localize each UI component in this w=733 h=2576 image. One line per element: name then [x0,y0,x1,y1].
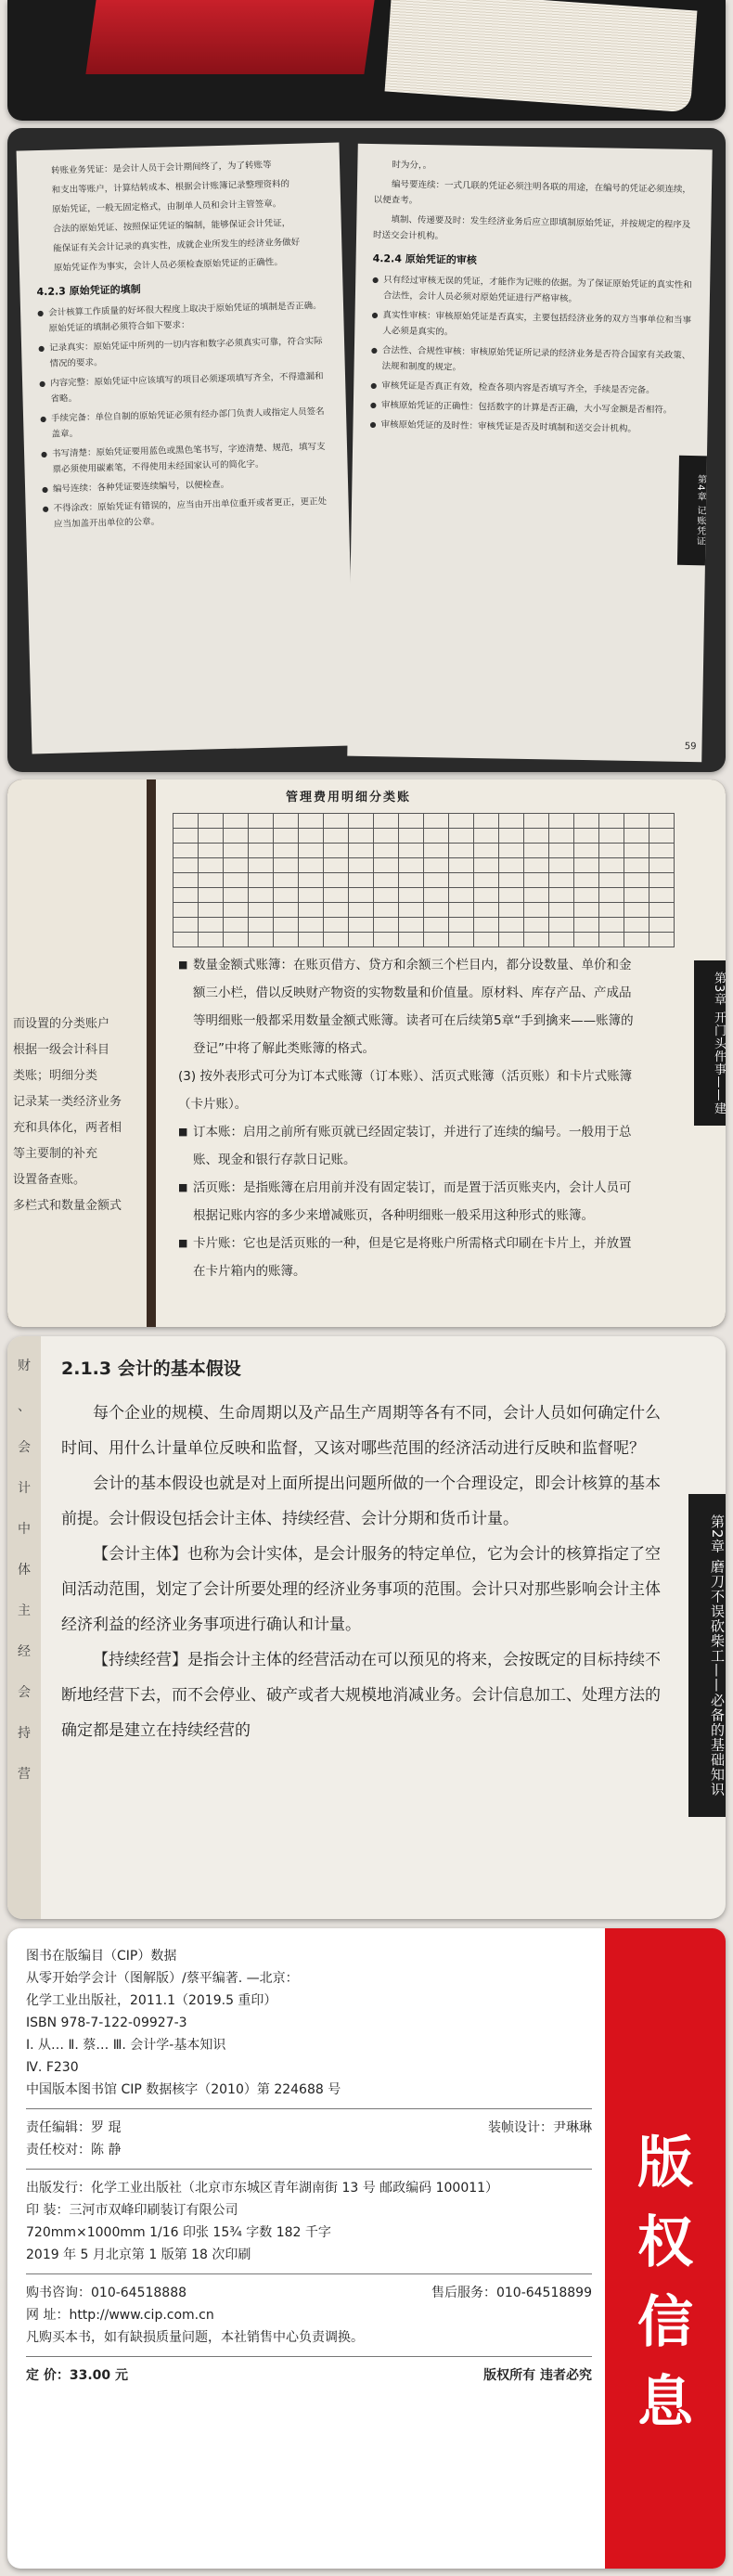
bullet-item: ● 合法性、合规性审核：审核原始凭证所记录的经济业务是否符合国家有关政策、法规和制度的规定。 [370,342,692,380]
ledger-cell [274,844,299,858]
paragraph: 原始凭证，一般无固定格式，由制单人员和会计主管签章。 [52,199,282,215]
bullet-item: ● 手续完备：单位自制的原始凭证必须有经办部门负责人或指定人员签名盖章。 [40,404,330,443]
left-page [17,143,355,754]
ledger-cell [499,858,524,873]
ledger-row [174,829,675,844]
ledger-row [174,918,675,933]
edge-char: 、 [18,1399,31,1414]
ledger-cell [524,814,549,829]
red-side-bar [605,1928,726,2569]
ledger-cell [574,858,599,873]
ledger-cell [349,918,374,933]
ledger-cell [499,829,524,844]
book-spread-photo-ledger [7,779,726,1327]
ledger-cell [274,829,299,844]
left-page-fragment [7,779,147,1327]
edge-char: 财 [18,1359,31,1373]
ledger-cell [224,844,249,858]
ledger-cell [299,903,324,918]
ledger-cell [374,829,399,844]
ledger-row [174,858,675,873]
price-row [26,2364,592,2387]
ledger-cell [649,873,675,888]
ledger-cell [574,844,599,858]
text-line: 而设置的分类账户 [13,1017,110,1031]
ledger-cell [349,814,374,829]
ledger-cell [174,933,199,947]
ledger-cell [474,888,499,903]
edge-char: 中 [18,1522,31,1537]
ledger-cell [449,844,474,858]
ledger-cell [524,933,549,947]
cip-line: 化学工业出版社，2011.1（2019.5 重印） [26,1993,277,2008]
bullet-item: ● 会计核算工作质量的好坏很大程度上取决于原始凭证的填制是否正确。原始凭证的填制必须符合如下要求： [37,298,328,337]
ledger-cell [199,844,224,858]
bullet-item: ● 只有经过审核无误的凭证，才能作为记账的依据。为了保证原始凭证的真实性和合法性，会计人员必须对原始凭证进行严格审核。 [372,272,694,309]
page-number: 59 [684,741,697,753]
left-page-edge [7,1336,41,1919]
ledger-cell [324,873,349,888]
ledger-cell [349,903,374,918]
text-line: 设置备查账。 [13,1173,86,1187]
credits-row [26,2117,592,2139]
section-text [61,1351,662,1748]
ledger-cell [499,933,524,947]
ledger-cell [499,918,524,933]
ledger-cell [424,888,449,903]
ledger-cell [624,873,649,888]
ledger-cell [274,858,299,873]
ledger-cell [524,873,549,888]
ledger-cell [474,858,499,873]
price: 定 价：33.00 元 [26,2368,129,2383]
ledger-cell [399,829,424,844]
bullet-item: ■ 卡片账：它也是活页账的一种，但是它是将账户所需格式印刷在卡片上，并放置在卡片箱内的账簿。 [178,1230,642,1285]
ledger-cell [599,888,624,903]
ledger-cell [649,844,675,858]
ledger-cell [449,873,474,888]
ledger-cell [324,844,349,858]
ledger-cell [274,814,299,829]
ledger-cell [249,858,274,873]
ledger-cell [474,918,499,933]
ledger-cell [449,858,474,873]
ledger-cell [574,873,599,888]
ledger-cell [274,918,299,933]
ledger-cell [324,888,349,903]
ledger-cell [374,933,399,947]
ledger-row [174,933,675,947]
ledger-cell [549,844,574,858]
ledger-cell [324,829,349,844]
ledger-cell [399,858,424,873]
paragraph: 和支出等账户，计算结转成本、根据会计账簿记录整理资料的 [51,178,290,196]
ledger-cell [174,888,199,903]
ledger-cell [574,933,599,947]
ledger-cell [349,858,374,873]
ledger-cell [299,888,324,903]
ledger-cell [324,903,349,918]
chapter-tab: 第3章 开门头件事——建 [694,960,726,1126]
ledger-cell [424,814,449,829]
proofreader: 责任校对：陈 静 [26,2143,122,2157]
ledger-cell [449,814,474,829]
ledger-cell [199,903,224,918]
designer: 装帧设计：尹琳琳 [488,2120,592,2135]
ledger-cell [249,814,274,829]
ledger-cell [549,814,574,829]
ledger-cell [274,888,299,903]
ledger-cell [599,903,624,918]
ledger-cell [599,933,624,947]
ledger-cell [324,918,349,933]
ledger-cell [449,903,474,918]
ledger-row [174,814,675,829]
notice: 凡购买本书，如有缺损质量问题，本社销售中心负责调换。 [26,2330,364,2345]
website: 网 址：http://www.cip.com.cn [26,2308,214,2323]
bullet-item: ■ 数量金额式账簿：在账页借方、贷方和余额三个栏目内，都分设数量、单价和金额三小栏，借以反映财产物资的实物数量和价值量。原材料、库存产品、产成品等明细账一般都采用数量金额式账簿。读者可在后续第5章“手到擒来——账簿的登记”中将了解此类账簿的格式。 [178,951,642,1063]
ledger-cell [649,903,675,918]
ledger-cell [224,888,249,903]
ledger-cell [599,844,624,858]
ledger-cell [349,844,374,858]
paragraph: 转账业务凭证：是会计人员于会计期间终了，为了转账等 [50,160,272,176]
ledger-cell [299,814,324,829]
ledger-cell [424,918,449,933]
ledger-cell [574,814,599,829]
cip-line: 从零开始学会计（图解版）/蔡平编著. —北京： [26,1971,299,1986]
paragraph: 【持续经营】是指会计主体的经营活动在可以预见的将来，会按既定的目标持续不断地经营下去，而不会停业、破产或者大规模地消减业务。会计信息加工、处理方法的确定都是建立在持续经营的 [61,1651,661,1740]
bullet-item: ● 真实性审核：审核原始凭证是否真实，主要包括经济业务的双方当事单位和当事人必须是真实的。 [371,307,693,344]
divider [26,2356,592,2357]
section-heading: 2.1.3 会计的基本假设 [61,1359,241,1379]
ledger-cell [449,918,474,933]
ledger-cell [224,829,249,844]
ledger-cell [374,858,399,873]
ledger-cell [449,888,474,903]
divider [26,2273,592,2274]
text-line: 根据一级会计科目 [13,1043,110,1057]
edge-char: 计 [18,1481,31,1496]
ledger-row [174,873,675,888]
ledger-cell [524,903,549,918]
ledger-cell [549,888,574,903]
ledger-title: 管理费用明细分类账 [286,791,412,805]
divider [26,2108,592,2109]
ledger-cell [599,814,624,829]
ledger-cell [474,933,499,947]
bullet-item: ● 编号连续：各种凭证要连续编号，以便检查。 [42,474,331,497]
publisher-line: 出版发行：化学工业出版社（北京市东城区青年湖南街 13 号 邮政编码 100011） [26,2181,499,2196]
paragraph: 每个企业的规模、生命周期以及产品生产周期等各有不同，会计人员如何确定什么时间、用什么计量单位反映和监督，又该对哪些范围的经济活动进行反映和监督呢？ [61,1404,661,1458]
publisher-line: 印 装：三河市双峰印刷装订有限公司 [26,2203,238,2218]
text-line: 多栏式和数量金额式 [13,1199,122,1213]
ledger-cell [199,933,224,947]
ledger-cell [424,844,449,858]
bullet-item: ● 审核原始凭证的正确性：包括数字的计算是否正确，大小写金额是否相符。 [370,397,691,419]
ledger-row [174,844,675,858]
ledger-cell [399,844,424,858]
ledger-cell [449,829,474,844]
ledger-cell [374,918,399,933]
service-contact: 售后服务：010-64518899 [431,2286,592,2300]
chapter-tab: 第4章 记账凭证 [677,456,707,566]
ledger-cell [624,829,649,844]
bullet-item: ● 审核原始凭证的及时性：审核凭证是否及时填制和送交会计机构。 [369,417,690,438]
cip-line: 图书在版编目（CIP）数据 [26,1949,177,1964]
ledger-cell [624,933,649,947]
ledger-cell [249,933,274,947]
ledger-cell [174,814,199,829]
ledger-cell [174,858,199,873]
edge-char: 体 [18,1563,31,1578]
ledger-cell [324,933,349,947]
ledger-cell [299,858,324,873]
ledger-cell [174,829,199,844]
ledger-cell [424,829,449,844]
ledger-cell [224,903,249,918]
paragraph: 合法的原始凭证、按照保证凭证的编制，能够保证会计凭证， [52,217,291,235]
copyright-info-panel [7,1928,726,2569]
ledger-cell [499,873,524,888]
ledger-cell [274,873,299,888]
ledger-cell [324,814,349,829]
ledger-cell [224,858,249,873]
ledger-cell [624,903,649,918]
ledger-cell [424,903,449,918]
ledger-cell [299,918,324,933]
ledger-cell [474,814,499,829]
ledger-cell [624,844,649,858]
ledger-cell [649,888,675,903]
bullet-item: ● 内容完整：原始凭证中应该填写的项目必须逐项填写齐全，不得遗漏和省略。 [39,368,329,407]
bullet-item: ● 审核凭证是否真正有效，检查各项内容是否填写齐全，手续是否完备。 [370,378,691,399]
ledger-cell [524,829,549,844]
ledger-cell [624,858,649,873]
section-heading-4-2-3: 4.2.3 原始凭证的填制 [36,283,141,299]
ledger-cell [499,903,524,918]
ledger-cell [224,933,249,947]
ledger-cell [574,903,599,918]
text-line: 记录某一类经济业务 [13,1095,122,1109]
ledger-cell [574,829,599,844]
ledger-cell [599,858,624,873]
ledger-cell [549,933,574,947]
ledger-cell [574,888,599,903]
ledger-cell [499,814,524,829]
ledger-cell [599,918,624,933]
text-line: 等主要制的补充 [13,1147,98,1161]
cip-line: 中国版本图书馆 CIP 数据核字（2010）第 224688 号 [26,2082,341,2097]
book-page-2-1-3 [7,1336,726,1919]
ledger-cell [374,903,399,918]
cip-line: Ⅳ. F230 [26,2060,79,2075]
ledger-cell [274,903,299,918]
ledger-cell [399,888,424,903]
editor: 责任编辑：罗 琨 [26,2120,122,2135]
text-line: 类账；明细分类 [13,1069,98,1083]
edge-char: 经 [18,1644,31,1659]
edge-char: 会 [18,1685,31,1700]
edge-char: 营 [18,1767,31,1782]
bullet-item: ● 不得涂改：原始凭证有错误的，应当由开出单位重开或者更正，更正处应当加盖开出单位的公章。 [42,494,332,533]
ledger-cell [174,918,199,933]
ledger-cell [624,888,649,903]
ledger-cell [299,933,324,947]
paragraph: 原始凭证作为事实，会计人员必须检查原始凭证的正确性。 [53,257,283,274]
purchase-contact: 购书咨询：010-64518888 [26,2286,187,2300]
ledger-cell [274,933,299,947]
chapter-tab: 第2章 磨刀不误砍柴工——必备的基础知识 [688,1494,726,1817]
paragraph: 【会计主体】也称为会计实体，是会计服务的特定单位，它为会计的核算指定了空间活动范围，划定了会计所要处理的经济业务事项的范围。会计只对那些影响会计主体经济利益的经济业务事项进行确认和计量。 [61,1545,661,1634]
ledger-row [174,903,675,918]
ledger-cell [349,829,374,844]
ledger-cell [349,888,374,903]
ledger-body-text [178,951,642,1285]
paragraph: 能保证有关会计记录的真实性，成就企业所发生的经济业务做好 [53,237,301,254]
right-page [347,144,712,763]
ledger-cell [199,858,224,873]
ledger-cell [374,814,399,829]
ledger-cell [324,858,349,873]
ledger-cell [449,933,474,947]
ledger-cell [649,918,675,933]
ledger-cell [524,844,549,858]
ledger-cell [499,888,524,903]
ledger-cell [224,918,249,933]
ledger-cell [224,873,249,888]
paragraph: 时为分，。 [392,160,432,172]
ledger-cell [624,918,649,933]
ledger-cell [399,873,424,888]
edge-char: 主 [18,1604,31,1618]
ledger-cell [199,888,224,903]
ledger-page [156,779,726,1327]
ledger-cell [474,844,499,858]
bullet-item: ■ 活页账：是指账簿在启用前并没有固定装订，而是置于活页账夹内，会计人员可根据记账内容的多少来增减账页，各种明细账一般采用这种形式的账簿。 [178,1174,642,1230]
ledger-cell [224,814,249,829]
ledger-cell [549,829,574,844]
paragraph: 填制、传递要及时：发生经济业务后应立即填制原始凭证，并按规定的程序及时送交会计机构。 [372,214,691,242]
ledger-cell [299,844,324,858]
ledger-cell [199,814,224,829]
rights-reserved: 版权所有 违者必究 [483,2368,592,2383]
ledger-cell [249,903,274,918]
ledger-cell [524,918,549,933]
ledger-cell [424,858,449,873]
ledger-cell [249,829,274,844]
paragraph: 会计的基本假设也就是对上面所提出问题所做的一个合理设定，即会计核算的基本前提。会计假设包括会计主体、持续经营、会计分期和货币计量。 [61,1475,661,1528]
red-book-cover [85,0,374,74]
ledger-cell [199,873,224,888]
copyright-page [26,1945,592,2387]
ledger-cell [349,873,374,888]
paragraph: (3) 按外表形式可分为订本式账簿（订本账）、活页式账簿（活页账）和卡片式账簿（卡片账）。 [178,1069,633,1112]
ledger-cell [249,844,274,858]
bullet-item: ■ 订本账：启用之前所有账页就已经固定装订，并进行了连续的编号。一般用于总账、现金和银行存款日记账。 [178,1118,642,1174]
ledger-cell [524,858,549,873]
ledger-cell [249,873,274,888]
ledger-cell [399,814,424,829]
ledger-cell [624,814,649,829]
edge-char: 会 [18,1440,31,1455]
section-heading-4-2-4: 4.2.4 原始凭证的审核 [372,252,477,266]
cip-line: ISBN 978-7-122-09927-3 [26,2016,187,2030]
publisher-line: 2019 年 5 月北京第 1 版第 18 次印刷 [26,2248,251,2262]
ledger-cell [374,888,399,903]
ledger-table [173,813,675,947]
ledger-cell [249,918,274,933]
bullet-item: ● 书写清楚：原始凭证要用蓝色或黑色笔书写，字迹清楚、规范，填写支票必须使用碳素笔，不得使用未经国家认可的简化字。 [41,439,331,478]
ledger-cell [474,829,499,844]
ledger-cell [649,933,675,947]
bullet-item: ● 记录真实：原始凭证中所列的一切内容和数字必须真实可靠，符合实际情况的要求。 [38,333,328,372]
cip-line: Ⅰ. 从… Ⅱ. 蔡… Ⅲ. 会计学-基本知识 [26,2038,226,2053]
ledger-cell [349,933,374,947]
ledger-cell [399,918,424,933]
ledger-cell [499,844,524,858]
ledger-cell [574,918,599,933]
ledger-cell [549,903,574,918]
ledger-cell [249,888,274,903]
paragraph: 编号要连续：一式几联的凭证必须注明各联的用途，在编号的凭证必须连续，以便查考。 [373,179,692,206]
ledger-cell [474,903,499,918]
book-spread-photo-4-2 [7,128,726,772]
ledger-cell [399,903,424,918]
ledger-row [174,888,675,903]
ledger-cell [199,829,224,844]
ledger-cell [424,873,449,888]
ledger-cell [199,918,224,933]
ledger-cell [549,873,574,888]
contact-row [26,2282,592,2304]
ledger-cell [599,829,624,844]
ledger-cell [374,873,399,888]
ledger-cell [549,858,574,873]
ledger-cell [399,933,424,947]
ledger-cell [524,888,549,903]
divider [26,2169,592,2170]
ledger-cell [474,873,499,888]
ledger-cell [174,903,199,918]
ledger-cell [649,814,675,829]
ledger-cell [299,829,324,844]
ledger-cell [599,873,624,888]
edge-char: 持 [18,1726,31,1741]
ledger-cell [299,873,324,888]
ledger-cell [174,873,199,888]
ledger-cell [549,918,574,933]
ledger-cell [649,858,675,873]
book-page-edges [385,0,698,112]
copyright-title: 版权信息 [637,2131,693,2435]
text-line: 充和具体化，两者相 [13,1121,122,1135]
publisher-line: 720mm×1000mm 1/16 印张 15¾ 字数 182 千字 [26,2225,331,2240]
ledger-cell [649,829,675,844]
ledger-cell [424,933,449,947]
ledger-cell [374,844,399,858]
ledger-cell [174,844,199,858]
book-cover-photo [7,0,726,121]
